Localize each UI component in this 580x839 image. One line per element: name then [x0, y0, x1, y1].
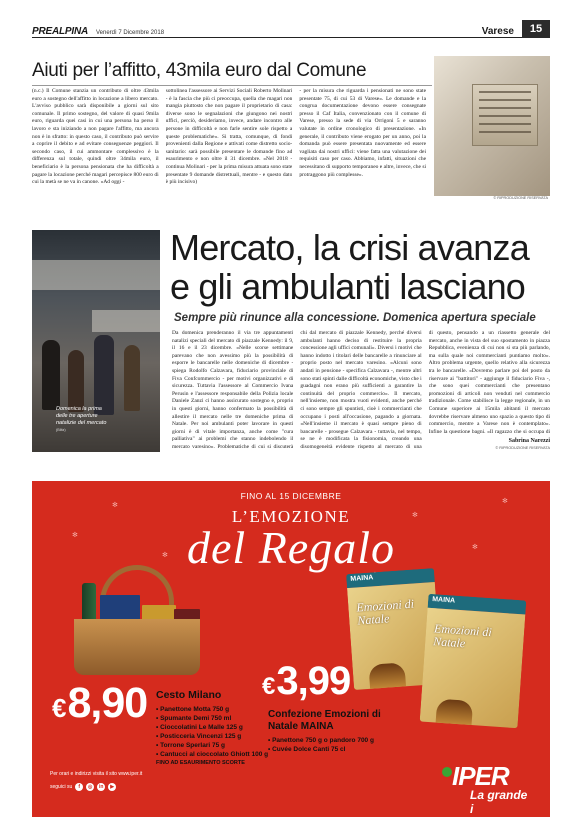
ad-promo-dates: FINO AL 15 DICEMBRE	[240, 491, 342, 501]
list-item: • Cantucci al cioccolato Ghiott 100 g	[156, 750, 296, 759]
list-item: • Cioccolatini Le Malle 125 g	[156, 723, 296, 732]
ad-headline: L’EMOZIONE	[231, 507, 351, 526]
section-name: Varese	[481, 26, 514, 37]
maina-gift-box-image: MAINA Emozioni di Natale	[420, 594, 527, 729]
facebook-icon[interactable]: f	[75, 783, 83, 791]
article-2-body	[172, 330, 550, 452]
instagram-icon[interactable]: ◎	[88, 784, 93, 790]
linkedin-icon[interactable]: in	[99, 784, 104, 790]
social-label: seguici su	[50, 784, 73, 790]
iper-advertisement: ✻ ✻ ✻ ✻ ✻ ✻ FINO AL 15 DICEMBRE L’EMOZIONE del Regalo €8,90 Cesto Milano • Panettone Motta 750 g • Spumante Demi 750 ml • Cioccolatini Le Malle 125 g • Posticceria Vincenzi 125 g • Torrone Sperlari 75 g • Cantucci al cioccolato Ghiott 100 g FINO AD ESAURIMENTO SCORTE MAINA Emozioni di Natale MAINA Emozioni di Natale €3,99 Confezione Emozioni di Natale MAINA • Panettone 750 g o pandoro 700 g • Cuvée Dolce Canti 75 cl Per orari e indirizzi visita il sito www.iper.it seguici su f ◎ in ▶ IPER La grande i	[32, 481, 550, 817]
article-2-photo-credit: (Blitz)	[56, 428, 66, 432]
article-2-credit: © RIPRODUZIONE RISERVATA	[495, 446, 550, 450]
article-1-title: Aiuti per l’affitto, 43mila euro dal Comune	[32, 60, 432, 86]
issue-date: Venerdì 7 Dicembre 2018	[95, 30, 165, 36]
article-1-column: (n.c.) Il Comune stanzia un contributo di oltre 43mila euro a sostegno dell'affitto in locazione a libero mercato. L'avviso pubblico sarà disponibile a giorni sul sito comunale. Il primo sostegno, del valore di quasi 9mila euro, riguarda quei casi in cui una persona ha perso il lavoro e sta iniziando a non pagare l'affitto, ma ancora non è in sfratto: in questo caso, il contributo può servire a coprire il debito e ad evitare conseguenze peggiori. Il secondo caso, il cui ammontare complessivo è la differenza sul totale, quindi oltre 34mila euro, il beneficiario è la persona pensionata che ha difficoltà a pagare la locazione perché magari percepisce 800 euro di cui la metà se ne va in canone. «Ad oggi -	[32, 88, 159, 186]
list-item: • Cuvée Dolce Canti 75 cl	[268, 745, 408, 754]
left-product-name: Cesto Milano	[156, 689, 222, 701]
article-1-photo	[434, 56, 550, 196]
left-product-price: €8,90	[52, 679, 148, 727]
page-number: 15	[522, 20, 550, 38]
newspaper-logo: PREALPINA	[32, 26, 88, 37]
article-2-column: chi dal mercato di piazzale Kennedy, perché diversi ambulanti hanno deciso di restituire la propria concessione agli uffici comunali». Diversi i motivi che hanno indotto i titolari delle bancarelle a rinunciare al proprio posto nel mercato varesino. «Alcuni sono andati in pensione - specifica Calzavara -, mentre altri sono stati spinti dalle difficoltà economiche, visto che i guadagni non erano più sufficienti a garantire la continuità del proprio commercio». Il mercato, nell'insieme, non mostra vuoti evidenti, anche perché ci sono sempre gli spuntisti, cioè i commercianti che occupano i posti all'occasione, pagando a giornata. «Nell'insieme il mercato è quasi sempre pieno di bancarelle - prosegue Calzavara - tuttavia, nel tempo, se ne è modificata la fisionomia, creando una disomogeneità evidente rispetto al mercato di una	[300, 330, 422, 450]
gift-basket-image	[56, 565, 216, 675]
list-item: • Panettone Motta 750 g	[156, 705, 296, 714]
article-2-title: Mercato, la crisi avanza e gli ambulanti lasciano	[170, 227, 529, 307]
article-1-column: - per la misura che riguarda i pensionati ne sono state presentate 75, di cui 53 di Varese». Le domande e la congrua documentazione devono essere consegnate presso il Caf Italia, convenzionato con il comune di Varese, presso la sede di via Orrigoni 5 e saranno valutate in ordine cronologico di presentazione. «In generale, il contributo viene erogato per un anno, poi la domanda può essere presentata nuovamente ed essere vagliata dai nostri uffici: viene fatta una valutazione dei requisiti caso per caso. Abbiamo, infatti, situazioni che necessitano di supporto temporaneo e altre, invece, che si protraggono più complesse».	[299, 88, 427, 178]
article-2-photo-caption: Domenica la prima delle tre aperture natalizie del mercato (Blitz)	[56, 406, 107, 432]
brand-dot-icon	[442, 767, 452, 777]
iper-brand-logo: IPER La grande i	[442, 763, 528, 809]
right-product-price: €3,99	[262, 659, 351, 703]
list-item: • Panettone 750 g o pandoro 700 g	[268, 736, 408, 745]
right-product-details	[268, 709, 408, 754]
article-1-column: sottolinea l'assessore ai Servizi Sociali Roberto Molinari - è la fascia che più ci preoccupa, quella che magari non mangia piuttosto che non pagare il proprietario di casa: diverse sono le segnalazioni che giungono nei nostri uffici, perciò, desideriamo, invece, andare incontro alle persone in difficoltà e non farle sentire sole rispetto a queste problematiche». Si tratta, comunque, di fondi provenienti dalla Regione e attivati come distretto socio-sanitario: sarà possibile presentare le domande fino ad esaurimento e non oltre il 31 dicembre. «Nel 2018 - continua Molinari - per la prima misura attuata sono state presentate 9 domande distrettuali, mentre - e questo dato è più incisivo)	[165, 88, 293, 186]
social-links	[50, 783, 116, 791]
article-1-photo-credit: © RIPRODUZIONE RISERVATA	[493, 196, 548, 200]
article-2-photo	[32, 230, 160, 452]
list-item: • Spumante Demi 750 ml	[156, 714, 296, 723]
page-header	[32, 24, 550, 38]
right-product-name: Confezione Emozioni di Natale MAINA	[268, 709, 381, 732]
store-info-text[interactable]: Per orari e indirizzi visita il sito www.iper.it	[50, 771, 143, 777]
article-1-body	[32, 88, 426, 200]
article-2-column: di questo, pensando a un riassetto generale del mercato, anche in vista del suo spostamento in piazza Repubblica, evenienza di cui non si sta più parlando, ma sulla quale noi commercianti puntiamo molto». Altro problema urgente, quello relativo alla sicurezza tra le bancarelle. «Dovremo parlare poi del posto da riservare ai "battitori" - aggiunge il fiduciario Fiva -, che sono quei commercianti che presentano promozioni di articoli non venduti nel commercio tradizionale. Come stabilisce la legge regionale, in un Comune superiore ai 15mila abitanti il mercato dovrebbe riservare almeno uno spazio a questo tipo di commercio, mentre a Varese non è contemplato». Infine la questione bagni. «Il ragazzo che si occupa di	[428, 330, 550, 434]
article-2-byline: Sabrina Narezzi	[508, 438, 550, 444]
youtube-icon[interactable]: ▶	[108, 783, 116, 791]
article-2-column: Da domenica prenderanno il via tre appuntamenti natalizi speciali del mercato di piazzale Kennedy: il 9, il 16 e il 23 dicembre. «Nelle scorse settimane parevano che non avessimo più la possibilità di esporre le bancarelle nelle domeniche di dicembre - spiega Rodolfo Calzavara, fiduciario provinciale di Fiva Confcommercio - per motivi organizzativi e di sicurezza. Tuttavia l'assessore al Commercio Ivana Perusin e l'assessore responsabile della Polizia locale Daniele Zanzi ci hanno assicurato sostegno e, proprio in questi giorni, hanno confermato la possibilità di allestire il mercato nelle tre domeniche prima di Natale. Per noi ambulanti poter lavorare in questi giorni è di vitale importanza, anche come "cura palliativa" ai problemi che stanno indebolendo il mercato varesino». Problematiche di cui si discuterà	[172, 330, 294, 450]
list-item: • Torrone Sperlari 75 g	[156, 741, 296, 750]
maina-gift-box-image: MAINA Emozioni di Natale	[346, 568, 442, 690]
office-plaque-image	[472, 84, 538, 146]
ad-script-headline: del Regalo	[187, 522, 395, 573]
right-product-items	[268, 736, 408, 754]
stock-note: FINO AD ESAURIMENTO SCORTE	[156, 760, 245, 766]
article-2-subtitle: Sempre più rinunce alla concessione. Domenica apertura speciale	[174, 312, 536, 324]
list-item: • Posticceria Vincenzi 125 g	[156, 732, 296, 741]
